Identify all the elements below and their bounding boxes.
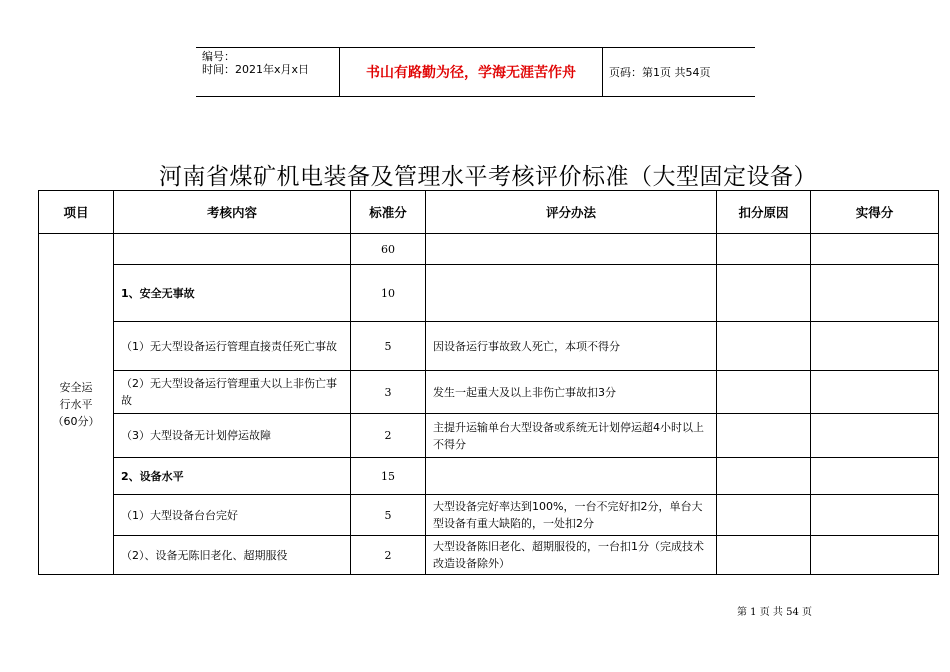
header-standard-score: 标准分 — [351, 191, 426, 234]
table-row — [39, 234, 939, 265]
project-label-line: 行水平 — [59, 397, 93, 411]
score-cell: 15 — [351, 458, 426, 495]
table-row — [39, 536, 939, 575]
header-time-label: 时间：2021年x月x日 — [202, 63, 310, 76]
table-row — [39, 495, 939, 536]
header-actual-score: 实得分 — [811, 191, 939, 234]
header-number-label: 编号： — [202, 50, 235, 63]
content-cell: 1、安全无事故 — [114, 265, 351, 322]
page-title: 河南省煤矿机电装备及管理水平考核评价标准（大型固定设备） — [159, 164, 817, 190]
method-cell: 主提升运输单台大型设备或系统无计划停运超4小时以上不得分 — [426, 414, 717, 458]
table-row — [39, 458, 939, 495]
reason-cell — [717, 458, 811, 495]
actual-score-cell — [811, 371, 939, 414]
table-row — [39, 414, 939, 458]
score-cell: 5 — [351, 322, 426, 371]
content-cell: （1）无大型设备运行管理直接责任死亡事故 — [114, 322, 351, 371]
actual-score-cell — [811, 458, 939, 495]
content-cell: （1）大型设备台台完好 — [114, 495, 351, 536]
actual-score-cell — [811, 265, 939, 322]
method-cell: 因设备运行事故致人死亡，本项不得分 — [426, 322, 717, 371]
method-cell — [426, 234, 717, 265]
reason-cell — [717, 265, 811, 322]
header-project: 项目 — [39, 191, 114, 234]
content-cell — [114, 234, 351, 265]
method-cell: 大型设备完好率达到100%，一台不完好扣2分，单台大型设备有重大缺陷的，一处扣2分 — [426, 495, 717, 536]
table-row — [39, 371, 939, 414]
evaluation-table — [38, 190, 939, 575]
reason-cell — [717, 495, 811, 536]
actual-score-cell — [811, 414, 939, 458]
score-cell: 2 — [351, 414, 426, 458]
table-row — [39, 265, 939, 322]
reason-cell — [717, 234, 811, 265]
content-cell: （3）大型设备无计划停运故障 — [114, 414, 351, 458]
header-page-info: 页码：第1页 共54页 — [609, 66, 711, 79]
table-row — [39, 322, 939, 371]
score-cell: 5 — [351, 495, 426, 536]
content-cell: 2、设备水平 — [114, 458, 351, 495]
reason-cell — [717, 371, 811, 414]
actual-score-cell — [811, 234, 939, 265]
reason-cell — [717, 536, 811, 575]
project-label-line: 安全运 — [59, 380, 93, 394]
header-meta — [196, 48, 339, 96]
project-cell — [39, 234, 114, 575]
actual-score-cell — [811, 536, 939, 575]
method-cell: 发生一起重大及以上非伤亡事故扣3分 — [426, 371, 717, 414]
actual-score-cell — [811, 495, 939, 536]
content-cell: （2）、设备无陈旧老化、超期服役 — [114, 536, 351, 575]
method-cell — [426, 458, 717, 495]
reason-cell — [717, 414, 811, 458]
header-content: 考核内容 — [114, 191, 351, 234]
content-cell: （2）无大型设备运行管理重大以上非伤亡事故 — [114, 371, 351, 414]
header-deduction-reason: 扣分原因 — [717, 191, 811, 234]
document-header — [196, 47, 755, 97]
score-cell: 10 — [351, 265, 426, 322]
score-cell: 3 — [351, 371, 426, 414]
method-cell — [426, 265, 717, 322]
header-motto: 书山有路勤为径，学海无涯苦作舟 — [339, 48, 603, 96]
method-cell: 大型设备陈旧老化、超期服役的，一台扣1分（完成技术改造设备除外） — [426, 536, 717, 575]
actual-score-cell — [811, 322, 939, 371]
reason-cell — [717, 322, 811, 371]
table-header-row — [39, 191, 939, 234]
page-footer: 第 1 页 共 54 页 — [737, 607, 812, 618]
header-scoring-method: 评分办法 — [426, 191, 717, 234]
project-label-line: （60分） — [52, 414, 100, 428]
score-cell: 2 — [351, 536, 426, 575]
score-cell: 60 — [351, 234, 426, 265]
